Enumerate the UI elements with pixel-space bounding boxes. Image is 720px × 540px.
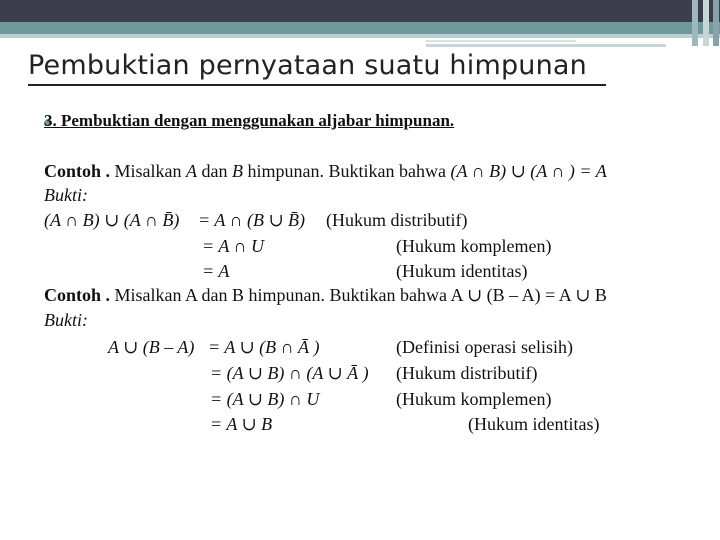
section-heading: 3. Pembuktian dengan menggunakan aljabar himpunan. bbox=[44, 111, 455, 130]
example2-heading: Contoh . bbox=[44, 285, 111, 305]
example2-step-rhs: = A ∪ B bbox=[210, 414, 273, 434]
example2-step-rhs: = (A ∪ B) ∩ (A ∪ Ā ) bbox=[210, 363, 369, 383]
title-underline bbox=[28, 84, 606, 86]
example2-step-rhs: = A ∪ (B ∩ Ā ) bbox=[208, 337, 320, 357]
header-accent-line bbox=[426, 40, 576, 42]
header-band-teal bbox=[0, 22, 720, 34]
example1-bukti-label: Bukti: bbox=[44, 185, 88, 205]
example1-text-b: himpunan. Buktikan bahwa bbox=[247, 161, 446, 181]
example1-statement bbox=[44, 162, 607, 180]
slide-title: Pembuktian pernyataan suatu himpunan bbox=[28, 50, 587, 81]
example2-step-reason: (Definisi operasi selisih) bbox=[396, 337, 573, 357]
example2-step-reason: (Hukum identitas) bbox=[468, 414, 600, 434]
header-band-dark bbox=[0, 0, 720, 22]
example2-bukti-label: Bukti: bbox=[44, 310, 88, 330]
example1-step-reason: (Hukum distributif) bbox=[326, 210, 468, 230]
example2-statement: Misalkan A dan B himpunan. Buktikan bahwa A ∪ (B – A) = A ∪ B bbox=[114, 285, 607, 305]
example2-statement-line bbox=[44, 286, 607, 304]
example1-step-lhs: (A ∩ B) ∪ (A ∩ B̄) bbox=[44, 210, 180, 230]
example1-step-rhs: = A ∩ (B ∪ B̄) bbox=[198, 210, 306, 230]
example1-and: dan bbox=[201, 161, 228, 181]
example1-text-a: Misalkan bbox=[114, 161, 182, 181]
example2-step-lhs: A ∪ (B – A) bbox=[108, 337, 195, 357]
example1-var-b: B bbox=[232, 161, 244, 181]
example1-step-rhs: = A ∩ U bbox=[202, 236, 264, 256]
example1-heading: Contoh . bbox=[44, 161, 111, 181]
example1-var-a: A bbox=[186, 161, 198, 181]
header-accent-line bbox=[426, 44, 666, 47]
example2-step-reason: (Hukum komplemen) bbox=[396, 389, 552, 409]
example1-step-rhs: = A bbox=[202, 261, 230, 281]
header-accent-bar bbox=[713, 0, 719, 46]
example2-step-rhs: = (A ∪ B) ∩ U bbox=[210, 389, 320, 409]
example1-step-reason: (Hukum komplemen) bbox=[396, 236, 552, 256]
example2-step-reason: (Hukum distributif) bbox=[396, 363, 538, 383]
header-band-light bbox=[0, 34, 720, 38]
header-accent-bar bbox=[703, 0, 709, 46]
header-accent-bar bbox=[692, 0, 698, 46]
example1-claim: (A ∩ B) ∪ (A ∩ ) = A bbox=[450, 161, 607, 181]
example1-step-reason: (Hukum identitas) bbox=[396, 261, 528, 281]
